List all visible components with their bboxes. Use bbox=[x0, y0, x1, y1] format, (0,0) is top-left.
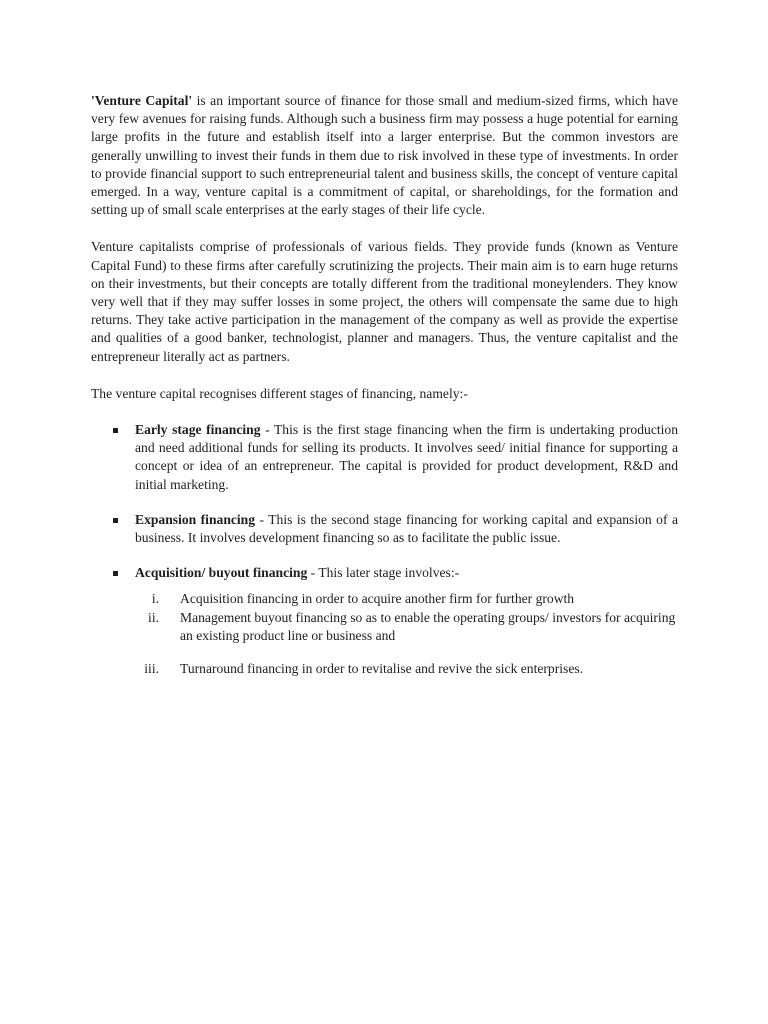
intro-paragraph-text: is an important source of finance for those small and medium-sized firms, which have very few avenues for raising funds. Although such a business firm may possess a huge potential for earning large profits in the future and establish itself into a larger enterprise. But the common investors are generally unwilling to invest their funds in them due to risk involved in these type of investments. In order to provide financial support to such entrepreneurial talent and business skills, the concept of venture capital emerged. In a way, venture capital is a commitment of capital, or shareholdings, for the formation and setting up of small scale enterprises at the early stages of their life cycle. bbox=[91, 93, 678, 218]
square-bullet-icon bbox=[113, 428, 118, 433]
list-item-text: - This later stage involves:- bbox=[307, 565, 460, 581]
financing-stages-list bbox=[91, 421, 678, 582]
list-item-term: Acquisition/ buyout financing bbox=[135, 565, 308, 581]
intro-paragraph bbox=[91, 92, 678, 219]
list-item-term: Early stage financing bbox=[135, 422, 261, 438]
list-item-term: Expansion financing bbox=[135, 511, 256, 527]
sublist-text: Acquisition financing in order to acquire another firm for further growth bbox=[180, 591, 575, 607]
sublist-number: i. bbox=[151, 591, 159, 607]
sublist-number: iii. bbox=[144, 661, 159, 677]
document-page bbox=[91, 92, 678, 678]
sublist-text: Turnaround financing in order to revitalise and revive the sick enterprises. bbox=[180, 661, 584, 677]
list-item-early-stage bbox=[91, 421, 678, 494]
sublist-text: Management buyout financing so as to enable the operating groups/ investors for acquiring an existing product line or business and bbox=[180, 609, 676, 643]
list-item-text: - This is the second stage financing for working capital and expansion of a business. It involves development financing so as to facilitate the public issue. bbox=[135, 511, 678, 546]
sublist-item bbox=[135, 590, 678, 608]
sublist-item bbox=[135, 609, 678, 645]
venture-capitalists-paragraph: Venture capitalists comprise of professionals of various fields. They provide funds (known as Venture Capital Fund) to these firms after carefully scrutinizing the projects. Their main aim is to earn huge returns on their investments, but their concepts are totally different from the traditional moneylenders. They know very well that if they may suffer losses in some project, the others will compensate the same due to high returns. They take active participation in the management of the company as well as provide the expertise and qualities of a good banker, technologist, planner and managers. Thus, the venture capitalist and the entrepreneur literally act as partners. bbox=[91, 239, 678, 364]
sublist-number: ii. bbox=[148, 609, 159, 625]
square-bullet-icon bbox=[113, 571, 118, 576]
sublist-item bbox=[135, 660, 678, 678]
list-item-expansion bbox=[91, 511, 678, 547]
square-bullet-icon bbox=[113, 518, 118, 523]
stages-intro-paragraph: The venture capital recognises different stages of financing, namely:- bbox=[91, 385, 468, 401]
list-item-acquisition bbox=[91, 564, 678, 582]
acquisition-sublist bbox=[91, 590, 678, 678]
intro-lead-term: 'Venture Capital' bbox=[91, 93, 193, 108]
list-item-text: - This is the first stage financing when the firm is undertaking production and need additional funds for selling its products. It involves seed/ initial finance for supporting a concept or idea of an entrepreneur. The capital is provided for product development, R&D and initial marketing. bbox=[135, 422, 678, 492]
